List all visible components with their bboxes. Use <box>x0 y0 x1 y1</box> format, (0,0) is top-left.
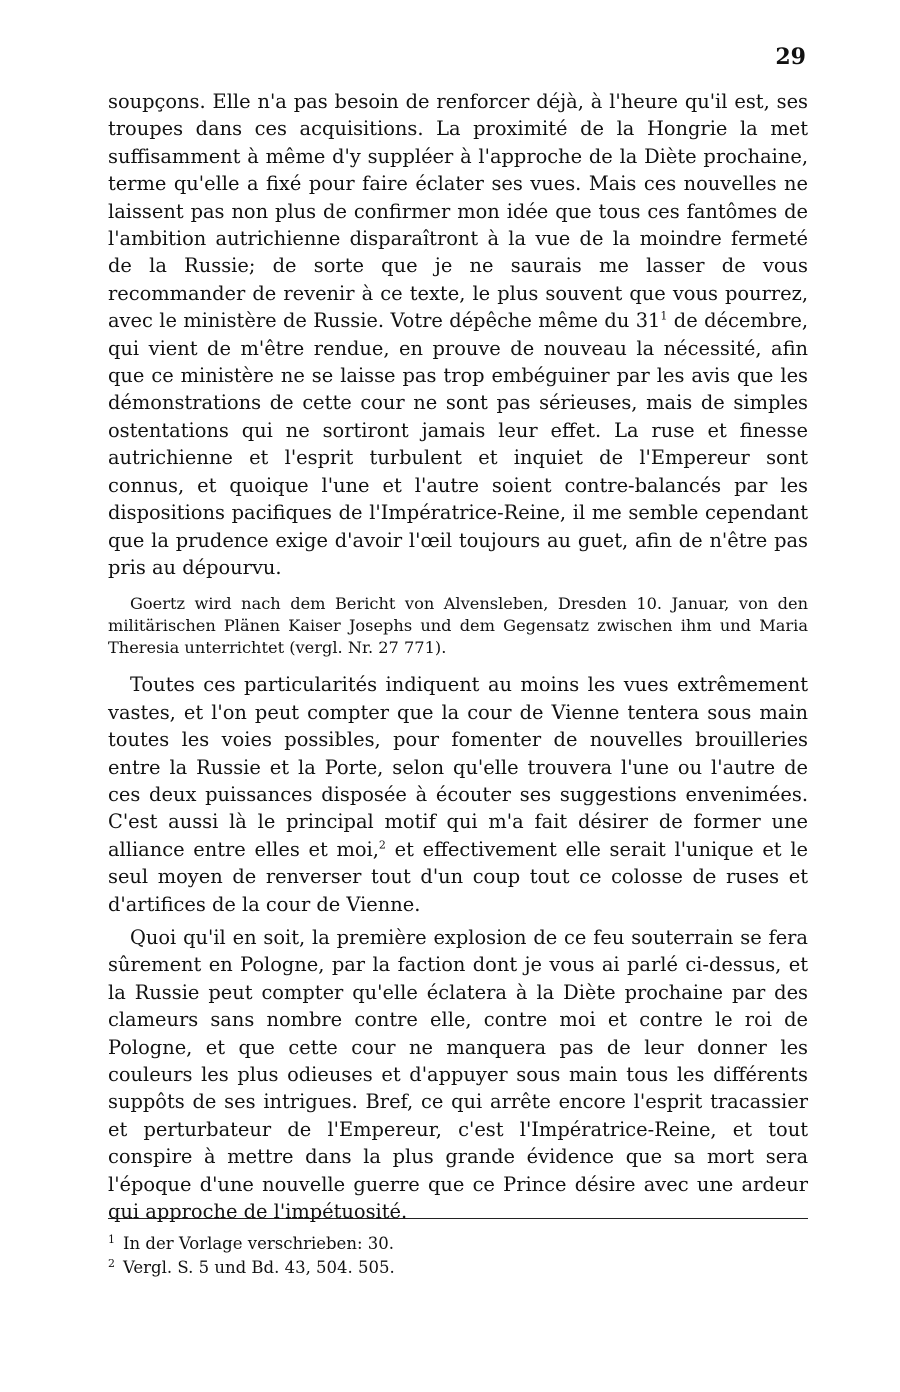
paragraph-1-text-b: de décembre, qui vient de m'être rendue, en prouve de nouveau la nécessité, afin que ce ministère ne se laisse pas trop embéguiner par les avis que les démonstrations de cette cour ne sont pas sérieuses, mais de simples ostentations qui ne sortiront jamais leur effet. La ruse et finesse autrichienne et l'esprit turbulent et inquiet de l'Empereur sont connus, et quoique l'une et l'autre soient contre-balancés par les dispositions pacifiques de l'Impératrice-Reine, il me semble cependant que la prudence exige d'avoir l'œil toujours au guet, afin de n'être pas pris au dépourvu. <box>108 309 809 579</box>
paragraph-2-text-b: et effectivement elle serait l'unique et le seul moyen de renverser tout d'un coup tout ce colosse de ruses et d'artifices de la cour de Vienne. <box>108 837 808 916</box>
footnote-2-marker: 2 <box>108 1256 115 1270</box>
paragraph-1-text-a: soupçons. Elle n'a pas besoin de renforcer déjà, à l'heure qu'il est, ses troupes dans ces acquisitions. La proximité de la Hongrie la met suffisamment à même d'y suppléer à l'approche de la Diète prochaine, terme qu'elle a fixé pour faire éclater ses vues. Mais ces nouvelles ne laissent pas non plus de confirmer mon idée que tous ces fantômes de l'ambition autrichienne disparaîtront à la vue de la moindre fermeté de la Russie; de sorte que je ne saurais me lasser de vous recommander de revenir à ce texte, le plus souvent que vous pourrez, avec le ministère de Russie. Votre dépêche même du 31 <box>108 90 808 333</box>
footnote-2-text: Vergl. S. 5 und Bd. 43, 504. 505. <box>123 1258 395 1277</box>
footnote-1-marker: 1 <box>108 1232 115 1246</box>
footnote-ref-2: 2 <box>378 838 386 852</box>
paragraph-3: Quoi qu'il en soit, la première explosion de ce feu souterrain se fera sûrement en Pologne, par la faction dont je vous ai parlé ci-dessus, et la Russie peut compter qu'elle éclatera à la Diète prochaine par des clameurs sans nombre contre elle, contre moi et contre le roi de Pologne, et que cette cour ne manquera pas de leur donner les couleurs les plus odieuses et d'appuyer sous main tous les différents suppôts de ses intrigues. Bref, ce qui arrête encore l'esprit tracassier et perturbateur de l'Empereur, c'est l'Impératrice-Reine, et tout conspire à mettre dans la plus grande évidence que sa mort sera l'époque d'une nouvelle guerre que ce Prince désire avec une ardeur qui approche de l'impétuosité. <box>108 925 808 1224</box>
body-text <box>108 88 808 1225</box>
footnote-divider <box>108 1218 808 1219</box>
paragraph-2-text-a: Toutes ces particularités indiquent au moins les vues extrêmement vastes, et l'on peut compter que la cour de Vienne tentera sous main toutes les voies possibles, pour fomenter de nouvelles brouilleries entre la Russie et la Porte, selon qu'elle trouvera l'une ou l'autre de ces deux puissances disposée à écouter ses suggestions envenimées. C'est aussi là le principal motif qui m'a fait désirer de former une alliance entre elles et moi, <box>108 673 808 861</box>
footnote-2 <box>108 1256 808 1280</box>
footnote-1 <box>108 1232 808 1256</box>
page-number: 29 <box>775 44 806 70</box>
footnotes <box>108 1232 808 1280</box>
footnote-1-text: In der Vorlage verschrieben: 30. <box>123 1234 394 1253</box>
paragraph-1 <box>108 88 808 581</box>
paragraph-2 <box>108 671 808 918</box>
editorial-note: Goertz wird nach dem Bericht von Alvensleben, Dresden 10. Januar, von den militärischen Plänen Kaiser Josephs und dem Gegensatz zwischen ihm und Maria Theresia unterrichtet (vergl. Nr. 27 771). <box>108 594 808 658</box>
footnote-ref-1: 1 <box>660 309 668 323</box>
